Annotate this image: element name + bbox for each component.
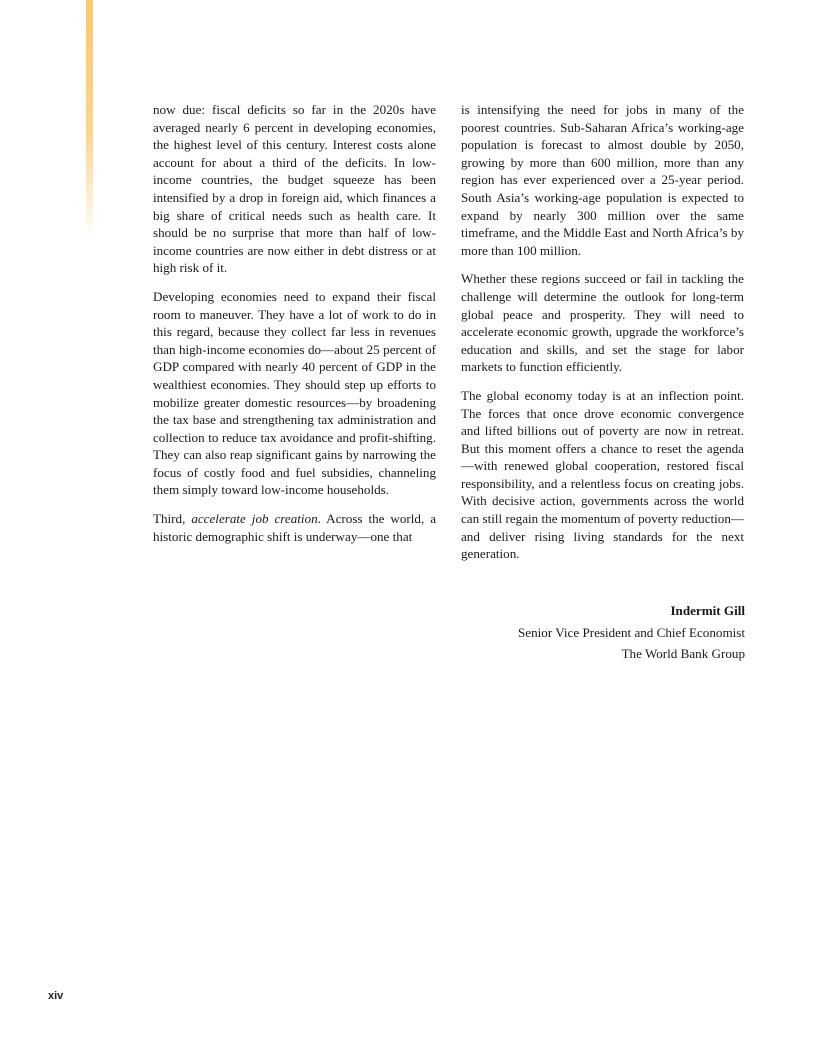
- signatory-organization: The World Bank Group: [621, 646, 745, 661]
- signature-block: [461, 600, 745, 665]
- paragraph-fiscal-deficits: now due: fiscal deficits so far in the 2020s have averaged nearly 6 percent in developing economies, the highest level of this century. Interest costs alone account for about a third of the deficits. In low-income countries, the budget squeeze has been intensified by a drop in foreign aid, which finances a big share of critical needs such as health care. It should be no surprise that more than half of low-income countries are now either in debt distress or at high risk of it.: [153, 102, 436, 276]
- paragraph-inflection-point: The global economy today is at an inflection point. The forces that once drove economic convergence and lifted billions out of poverty are now in retreat. But this moment offers a chance to reset the agenda—with renewed global cooperation, restored fiscal responsibility, and a relentless focus on creating jobs. With decisive action, governments across the world can still regain the momentum of poverty reduction—and deliver rising living standards for the next generation.: [461, 387, 744, 562]
- paragraph-demographics: is intensifying the need for jobs in many of the poorest countries. Sub-Saharan Africa’s working-age population is forecast to almost double by 2050, growing by more than 600 million, more than any region has ever experienced over a 25-year period. South Asia’s working-age population is expected to expand by nearly 300 million over the same timeframe, and the Middle East and North Africa’s by more than 100 million.: [461, 102, 744, 258]
- emphasis-accelerate-job-creation: accelerate job creation: [191, 511, 318, 527]
- text-column-right: [461, 101, 744, 574]
- page-number: xiv: [48, 990, 64, 1002]
- paragraph-fiscal-room: Developing economies need to expand their fiscal room to maneuver. They have a lot of work to do in this regard, because they collect far less in revenues than high-income economies do—about 25 percent of GDP compared with nearly 40 percent of GDP in the wealthiest economies. They should step up efforts to mobilize greater domestic resources—by broadening the tax base and strengthening tax administration and collection to reduce tax avoidance and profit-shifting. They can also reap significant gains by narrowing the focus of costly food and fuel subsidies, channeling them simply toward low-income households.: [153, 288, 436, 498]
- text-column-left: [153, 101, 436, 556]
- signatory-name: Indermit Gill: [670, 603, 745, 618]
- decorative-accent-bar: [86, 0, 93, 240]
- paragraph-job-creation: [153, 510, 436, 545]
- signatory-title: Senior Vice President and Chief Economist: [518, 624, 745, 640]
- paragraph-continuation: . Across the world, a historic demographic shift is underway—one that: [153, 511, 437, 544]
- paragraph-lead: Third,: [153, 511, 192, 527]
- paragraph-outlook: Whether these regions succeed or fail in tackling the challenge will determine the outlook for long-term global peace and prosperity. They will need to accelerate economic growth, upgrade the workforce’s education and skills, and set the stage for labor markets to function efficiently.: [461, 271, 744, 375]
